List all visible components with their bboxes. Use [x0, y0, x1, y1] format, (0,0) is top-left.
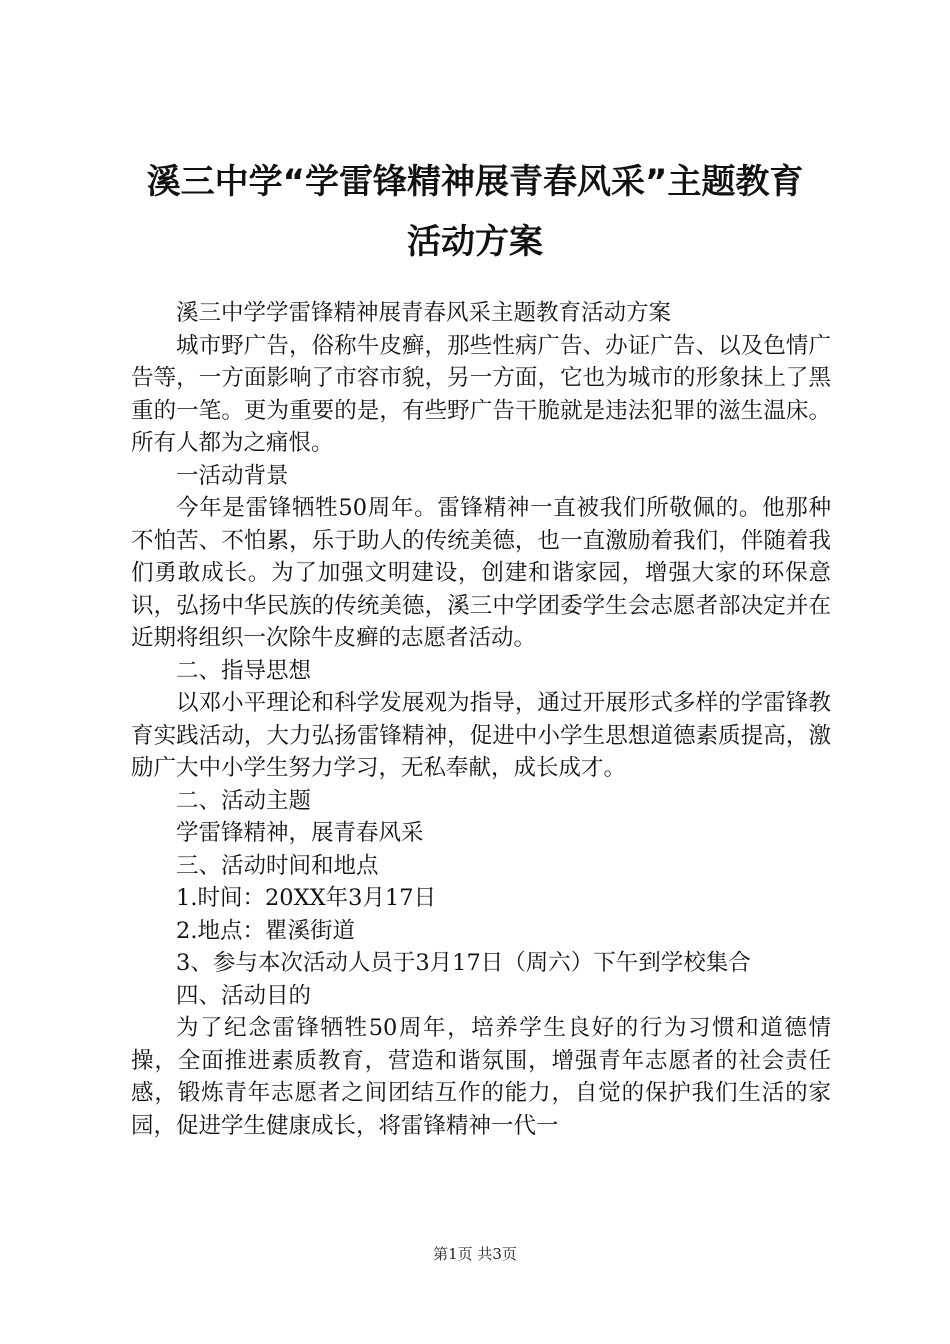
- heading-guiding-ideology: 二、指导思想: [176, 657, 312, 684]
- document-title-line2: 活动方案: [407, 222, 543, 262]
- paragraph-purpose: 为了纪念雷锋牺牲50周年，培养学生良好的行为习惯和道德情操，全面推进素质教育，营造和谐氛围，增强青年志愿者的社会责任感，锻炼青年志愿者之间团结互作的能力，自觉的保护我们生活的家园，促进学生健康成长，将雷锋精神一代一: [131, 1015, 831, 1139]
- paragraph-guiding-ideology: 以邓小平理论和科学发展观为指导，通过开展形式多样的学雷锋教育实践活动，大力弘扬雷锋精神，促进中小学生思想道德素质提高，激励广大中小学生努力学习，无私奉献，成长成才。: [131, 690, 831, 781]
- paragraph-subtitle: 溪三中学学雷锋精神展青春风采主题教育活动方案: [176, 300, 672, 326]
- heading-background: 一活动背景: [176, 462, 289, 489]
- heading-time-place: 三、活动时间和地点: [176, 852, 379, 879]
- paragraph-background: 今年是雷锋牺牲50周年。雷锋精神一直被我们所敬佩的。他那种不怕苦、不怕累，乐于助人的传统美德，也一直激励着我们，伴随着我们勇敢成长。为了加强文明建设，创建和谐家园，增强大家的环保意识，弘扬中华民族的传统美德，溪三中学团委学生会志愿者部决定并在近期将组织一次除牛皮癣的志愿者活动。: [131, 495, 831, 651]
- item-time: 1.时间：20XX年3月17日: [176, 885, 437, 911]
- item-assembly: 3、参与本次活动人员于3月17日（周六）下午到学校集合: [176, 950, 751, 976]
- document-body: [131, 297, 831, 1142]
- heading-purpose: 四、活动目的: [176, 982, 312, 1009]
- paragraph-activity-theme: 学雷锋精神，展青春风采: [176, 820, 424, 846]
- document-title-line1: 溪三中学“学雷锋精神展青春风采”主题教育: [146, 162, 804, 202]
- page-footer: 第1页 共3页: [433, 1245, 517, 1263]
- heading-activity-theme: 二、活动主题: [176, 787, 312, 814]
- item-place: 2.地点：瞿溪街道: [176, 917, 355, 944]
- paragraph-intro: 城市野广告，俗称牛皮癣，那些性病广告、办证广告、以及色情广告等，一方面影响了市容市貌，另一方面，它也为城市的形象抹上了黑重的一笔。更为重要的是，有些野广告干脆就是违法犯罪的滋生温床。所有人都为之痛恨。: [131, 332, 831, 456]
